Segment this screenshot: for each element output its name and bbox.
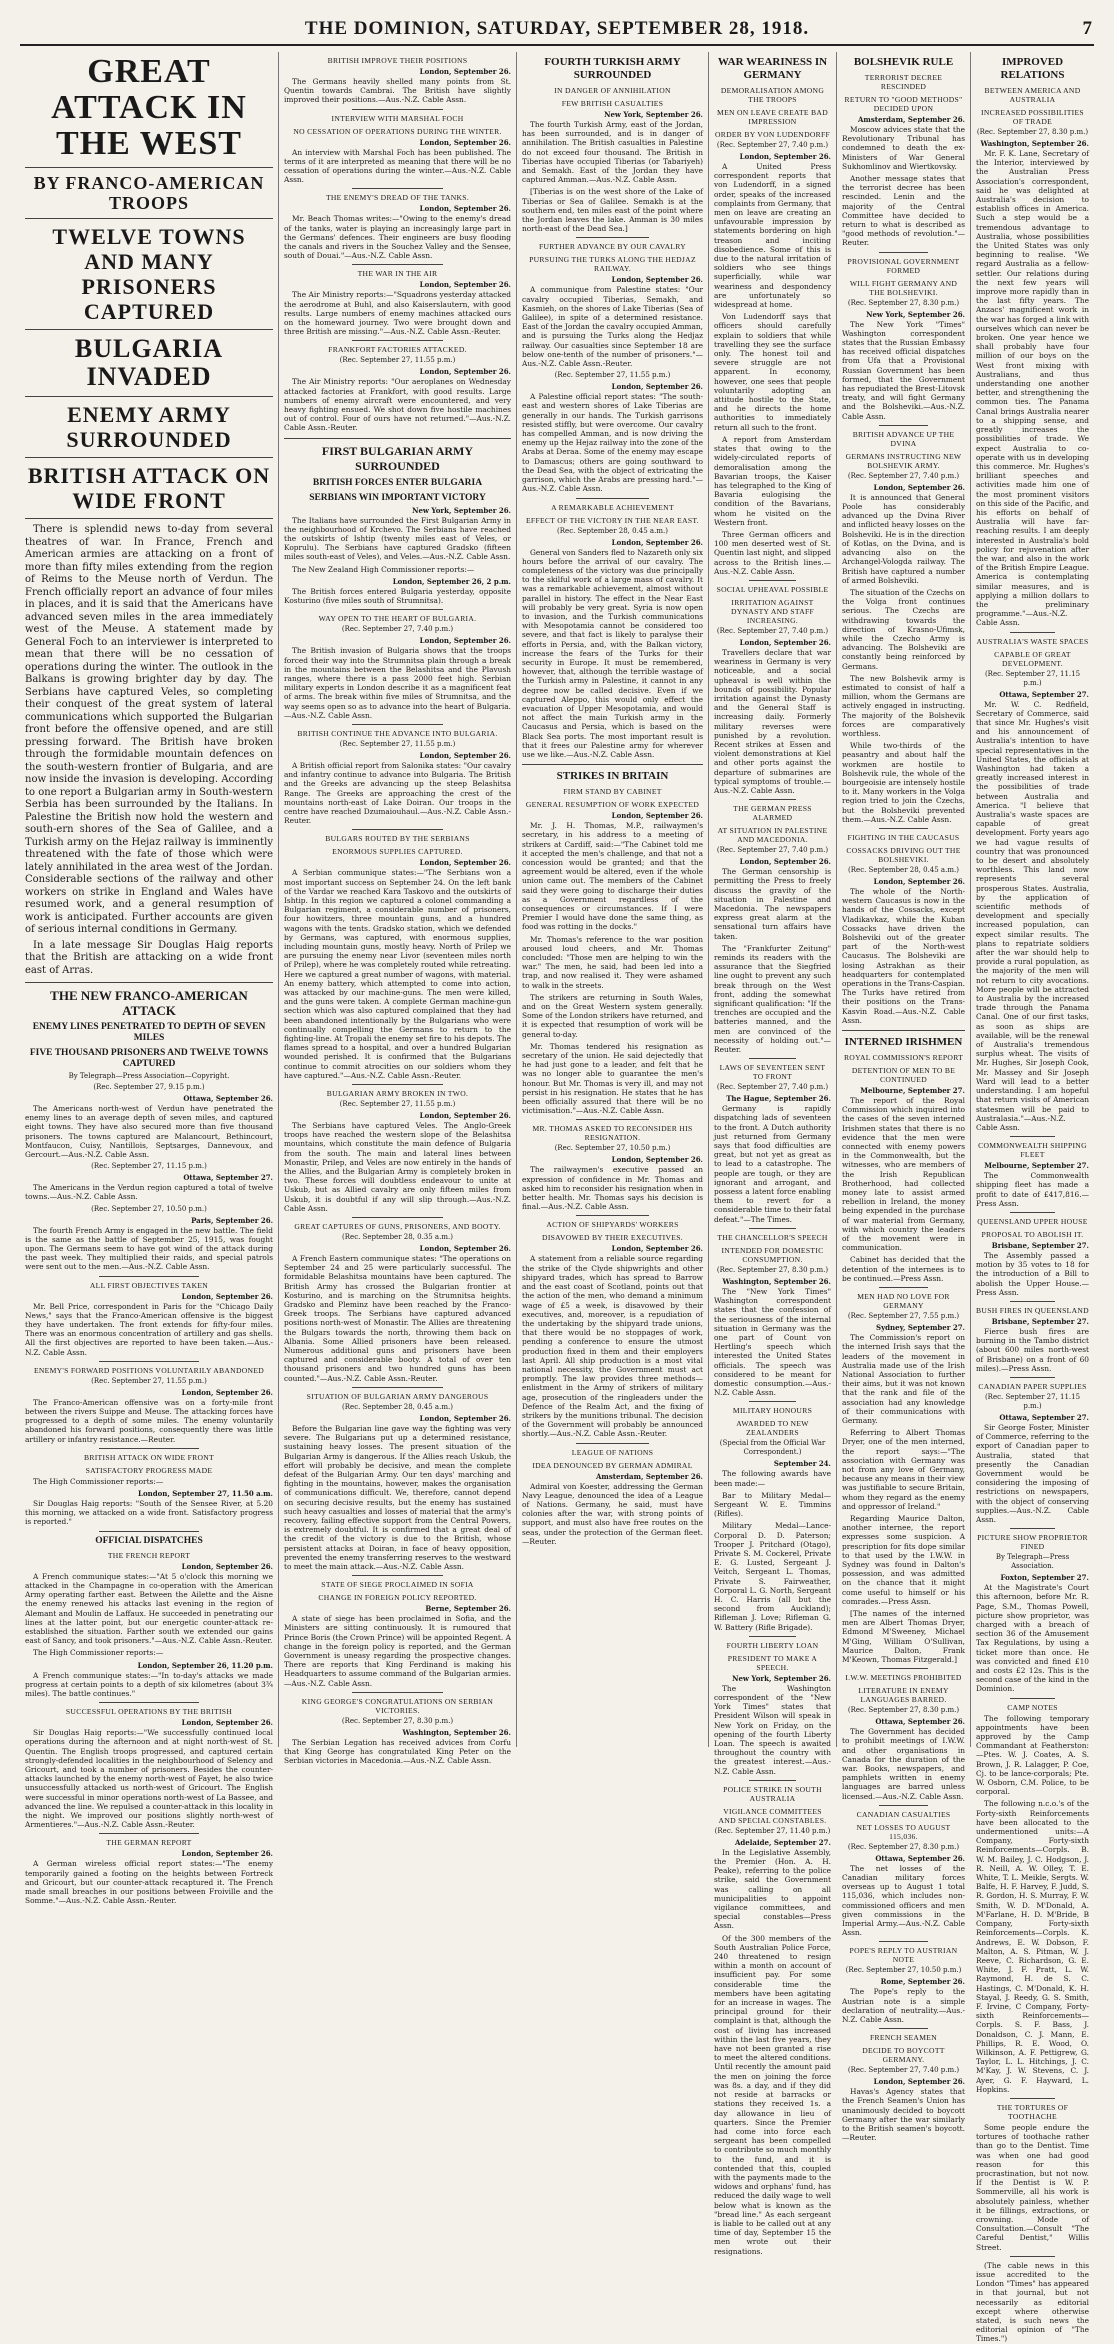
section-subheading: INTENDED FOR DOMESTIC CONSUMPTION.	[721, 1245, 824, 1264]
article-paragraph: The situation of the Czechs on the Volga front continues serious. The Czechs are withdrawing towards the direction of Krasno-Ufimsk, while the Czecho Army is advancing. The Bolsheviki are constantly being reinforced by Germans.	[842, 587, 965, 671]
article-paragraph: Mr. W. C. Redfield, Secretary of Commerce, said that since Mr. Hughes's visit and his announcement of Australia's intention to have special representatives in the United States, the officials at Washington had taken a greatly increased interest in the possibilities of trade between Australia and America. "I believe that Australia's waste spaces are capable of great development. Forty years ago we had vague results of country that was pronounced to be desert and absolutely worthless. This land now represents several prosperous States. Australia, by the application of scientific methods of development and specially increased population, can expect similar results. The plans to repatriate soldiers after the war should help to provide a rural population, as the majority of the men will not return to city avocations. More people will be attracted to Australia by the increased trade through the Panama Canal. One of our first tasks, as soon as ships are available, will be the renewal of Australia's tremendous surplus wheat. The visits of Mr. Hughes, Sir Joseph Cook, Mr. Massey and Sir Joseph Ward will lead to a better understanding. I am hopeful that return visits of American statesmen will be paid to Australasia."—Aus.-N.Z. Cable Assn.	[976, 699, 1089, 1132]
dateline: Washington, September 26.	[402, 1727, 511, 1737]
received-time: (Rec. September 27, 8.30 p.m.)	[341, 1716, 454, 1725]
dateline: London, September 26.	[419, 1413, 511, 1423]
article-paragraph: The Washington correspondent of the "New York Times" states that President Wilson will speak in New York on Friday, on the opening of the fourth Liberty Loan. The speech is awaited throughout the country with the greatest interest.—Aus.-N.Z. Cable Assn.	[714, 1683, 831, 1776]
section-heading: THE ENEMY'S DREAD OF THE TANKS.	[325, 193, 470, 203]
dateline: London, September 26.	[611, 537, 703, 547]
received-time: (Rec. September 27, 7.40 p.m.)	[716, 141, 829, 149]
dateline: The Hague, September 26.	[726, 1094, 831, 1104]
section-subheading: FIVE THOUSAND PRISONERS AND TWELVE TOWNS CAPTURED	[29, 1048, 269, 1069]
article-paragraph: Fierce bush fires are burning in the Tambo district (about 600 miles north-west of Brisbane) on a front of 60 miles).—Press Assn.	[976, 1326, 1089, 1373]
article-paragraph: A state of siege has been proclaimed in Sofia, and the Ministers are sitting continuously. It is rumoured that Prince Boris (the Crown Prince) will be appointed Regent. A change in the foreign policy is reported, and the German Government is uneasy regarding the prospective changes. There are reports that King Ferdinand is making his Headquarters to assume command of the Bulgarian armies.—Aus.-N.Z. Cable Assn.	[284, 1614, 511, 1688]
dateline: London, September 26.	[419, 750, 511, 760]
section-subheading: PRESIDENT TO MAKE A SPEECH.	[727, 1653, 818, 1672]
article-paragraph: While two-thirds of the peasantry and about half the workmen are hostile to Bolshevik rule, the whole of the bourgeoisie are intensely hostile to it. Many workers in the Volga region tried to join the Czechs, but the Bolsheviki prevented them.—Aus.-N.Z. Cable Assn.	[842, 741, 965, 824]
article-paragraph: The following awards have been made:—	[714, 1469, 831, 1488]
section-subheading: CHANGE IN FOREIGN POLICY REPORTED.	[318, 1593, 477, 1603]
received-time: (Rec. September 27, 7.40 p.m.)	[847, 471, 960, 480]
article-paragraph: Moscow advices state that the Revolutionary Tribunal has condemned to death the ex-Ministers of War General Sukhomlinov and Wiertkovsky.	[842, 125, 965, 171]
article-paragraph: The report of the Royal Commission which inquired into the cases of the seven interned Irishmen states that there is no evidence that the men were connected with enemy powers in the Commonwealth, but the witnesses, who are members of the Irish Republican Brotherhood, had collected money late to assist armed rebellion in Ireland, the money being expended in the purchase of war material from Germany, with which country the leaders of the movement were in communication.	[842, 1096, 965, 1253]
section-subheading: AWARDED TO NEW ZEALANDERS	[736, 1419, 809, 1438]
section-subheading: RETURN TO "GOOD METHODS" DECIDED UPON	[844, 95, 963, 113]
article-paragraph: The Serbians have captured Veles. The Anglo-Greek troops have reached the western slope of the Belashitsa mountains, which constitute the main defence of Bulgaria from the south. The main and lateral lines between Monastir, Prilep, and Veles are now entirely in the hands of the Allies, and the Bulgarian Army is completely broken in two. These forces will doubtless endeavour to unite at Uskub, but as Allied cavalry are only fifteen miles from Uskub, it is doubtful if any will slip through.—Aus.-N.Z. Cable Assn.	[284, 1121, 511, 1213]
dateline: London, September 26.	[611, 1155, 703, 1165]
section-subheading: MEN ON LEAVE CREATE BAD IMPRESSION	[717, 108, 828, 126]
article-paragraph: The High Commissioner reports:—	[33, 1476, 164, 1486]
section-heading: SITUATION OF BULGARIAN ARMY DANGEROUS	[306, 1391, 489, 1401]
section-subheading: BETWEEN AMERICA AND AUSTRALIA	[984, 86, 1081, 104]
dateline: New York, September 26.	[604, 110, 703, 119]
dateline: New York, September 26.	[732, 1673, 831, 1683]
dateline: Ottawa, September 27.	[183, 1173, 273, 1183]
section-heading: LAWS OF SEVENTEEN SENT TO FRONT	[719, 1063, 826, 1082]
article-paragraph: The following temporary appointments have been approved by the Camp Commandant at Featherston:—Ptes. W. J. Coates, A. S. Brown, J. R. Lalagger, P. Coe, Cj. to be lance-corporals; Pte. W. Osborn, C.M. Police, to be corporal.	[976, 1713, 1089, 1797]
section-heading: FURTHER ADVANCE BY OUR CAVALRY	[538, 242, 687, 252]
article-paragraph: Travellers declare that war weariness in Germany is very noticeable, and a social upheaval is well within the bounds of possibility. Popular irritation against the Dynasty and the General Staff is increasing daily. Formerly military reverses were punished by a revolution. Recent strikes at Essen and violent demonstrations at Kiel and other ports against the departure of submarines are typical symptoms of trouble.—Aus.-N.Z. Cable Assn.	[714, 647, 831, 795]
section-subheading: ENEMY LINES PENETRATED TO DEPTH OF SEVEN MILES	[32, 1022, 266, 1043]
article-paragraph: The new Bolshevik army is estimated to consist of half a million, whom the Germans are actively engaged in instructing. The majority of the Bolshevik forces are comparatively worthless.	[842, 673, 965, 738]
received-time: (Rec. September 27, 7.40 p.m.)	[716, 1083, 829, 1092]
article-paragraph: Sir Douglas Haig reports:—"We successfully continued local operations during the afternoon and at night north-west of St. Quentin. The English troops progressed, and captured certain strongly-defended localities in the neighbourhood of Selency and Gricourt, and took a number of prisoners. Besides the counter-attacks launched by the enemy north-west of Fayet, he also twice unsuccessfully attacked us north-west of Gricourt. The English were successful in minor operations north-west of La Bassee, and advanced the line. We repulsed a counter-attack in this locality in the night. We improved our positions slightly north-west of Armentieres."—Aus.-N.Z. Cable Assn.-Reuter.	[25, 1728, 273, 1830]
dateline: London, September 26.	[611, 811, 703, 821]
section-heading: ENEMY'S FORWARD POSITIONS VOLUNTARILY ABANDONED	[33, 1365, 265, 1375]
article-paragraph: Sir George Foster, Minister of Commerce, referring to the export of Canadian paper to Australia, stated that presently the Canadian Government would be considering the imposing of restrictions on newspapers, with the object of conserving supplies.—Aus.-N.Z. Cable Assn.	[976, 1422, 1089, 1524]
section-subheading: ROYAL COMMISSION'S REPORT	[843, 1053, 964, 1063]
section-subheading: TERRORIST DECREE RESCINDED	[864, 73, 943, 91]
article-paragraph: The Air Ministry reports: "Our aeroplanes on Wednesday attacked factories at Frankfort, with good results. Large numbers of enemy aircraft were encountered, and very heavy fighting ensued. We shot down five hostile machines out of control. Four of ours have not returned."—Aus.-N.Z. Cable Assn.-Reuter.	[284, 377, 511, 433]
section-subheading: CAPABLE OF GREAT DEVELOPMENT.	[994, 649, 1071, 668]
section-heading: PROVISIONAL GOVERNMENT FORMED	[847, 256, 960, 275]
section-heading: SOCIAL UPHEAVAL POSSIBLE	[716, 584, 829, 594]
column-1	[20, 52, 278, 1906]
article-paragraph: Cabinet has decided that the detention of the internees is to be continued.—Press Assn.	[842, 1255, 965, 1283]
received-time: (Rec. September 27, 11.15 p.m.)	[984, 669, 1081, 687]
dateline: London, September 27, 11.50 a.m.	[138, 1489, 273, 1499]
article-paragraph: The Government has decided to prohibit meetings of I.W.W. and other organisations in Canada for the duration of the war. Books, newspapers, and pamphlets written in enemy languages are barred unless licensed.—Aus.-N.Z. Cable Assn.	[842, 1727, 965, 1801]
section-heading: THE TORTURES OF TOOTHACHE	[996, 2102, 1069, 2121]
dateline: London, September 26.	[181, 1849, 273, 1859]
section-heading: BUSH FIRES IN QUEENSLAND	[976, 1305, 1089, 1315]
section-heading: I.W.W. MEETINGS PROHIBITED	[845, 1673, 962, 1683]
article-paragraph: The railwaymen's executive passed an expression of confidence in Mr. Thomas and asked him to reconsider his resignation when in better health. Mr. Thomas says his decision is final.—Aus.-N.Z. Cable Assn.	[522, 1165, 703, 1212]
section-subheading: DECIDE TO BOYCOTT GERMANY.	[862, 2046, 945, 2065]
article-paragraph: The German censorship is permitting the Press to freely discuss the gravity of the situation in Palestine and Macedonia. The newspapers express great alarm at the sensational turn affairs have taken.	[714, 867, 831, 941]
article-paragraph: An interview with Marshal Foch has been published. The terms of it are interpreted as meaning that there will be no cessation of operations during the winter.—Aus.-N.Z. Cable Assn.	[284, 147, 511, 185]
section-subheading: PURSUING THE TURKS ALONG THE HEDJAZ RAILWAY.	[529, 255, 696, 274]
received-time: (Rec. September 27, 8.30 p.m.)	[716, 1265, 829, 1274]
received-time: (Rec. September 28, 0.45 a.m.)	[342, 1402, 453, 1411]
dateline: London, September 26.	[873, 2077, 965, 2087]
section-subheading: THE FRENCH REPORT	[107, 1550, 191, 1560]
section-heading: CANADIAN CASUALTIES	[856, 1809, 951, 1819]
article-paragraph: The "New York Times" Washington correspondent states that the confession of the seriousness of the internal situation in Germany was the one part of Count von Hertling's speech which interested the United States officials. The speech was considered to be meant for domestic consumption.—Aus.-N.Z. Cable Assn.	[714, 1286, 831, 1398]
section-heading: WAR WEARINESS IN GERMANY	[717, 56, 828, 81]
received-time: (Rec. September 27, 7.40 p.m.)	[341, 625, 454, 634]
dateline: London, September 26.	[419, 1111, 511, 1121]
dateline: Paris, September 26.	[191, 1215, 273, 1225]
lead-paragraph: There is splendid news to-day from several theatres of war. In France, French and American armies are attacking on a front of more than fifty miles extending from the region of Reims to the Meuse north of Verdun. The French officially report an advance of four miles in places, and it is said that the Americans have advanced seven miles in the area immediately west of the Meuse. A statement made by General Foch to an interviewer is interpreted to mean that there will be no cessation of operations during the winter. The outlook in the Balkans is growing brighter day by day. The Serbians have captured Veles, so completing their conquest of the great system of lateral communications which supported the Bulgarian front before the offensive opened, and are still pressing forward. The British have broken through the formidable mountain defences on the south-western frontier of Bulgaria, and are now inside the invasion is developing. According to one report a Bulgarian army in South-western Serbia has been surrounded by the Italians. In Palestine the British now hold the western and south-ern shores of the Sea of Galilee, and a Turkish army on the Hejaz railway is imminently threatened with the fate of those which were lately annihilated in the area west of the Jordan. Considerable sections of the railway and other workers on strike in England and Wales have resumed work, and a general resumption of work is anticipated. Further accounts are given of serious internal conditions in Germany.	[25, 524, 273, 935]
received-time: (Rec. September 27, 7.55 p.m.)	[847, 1312, 960, 1321]
article-paragraph: A report from Amsterdam states that owing to the widely-circulated reports of demoralisation among the Bavarian troops, the Kaiser has telegraphed to the King of Bavaria eulogising the condition of the Bavarians, whom he visited on the Western front.	[714, 434, 831, 527]
dateline: London, September 26.	[873, 876, 965, 886]
received-time: (Rec. September 27, 11.55 p.m.)	[339, 356, 456, 365]
received-time: (Rec. September 27, 11.40 p.m.)	[714, 1826, 831, 1835]
section-heading: MEN HAD NO LOVE FOR GERMANY	[857, 1292, 950, 1311]
section-subheading: AT SITUATION IN PALESTINE AND MACEDONIA.	[717, 826, 828, 845]
section-heading: ACTION OF SHIPYARDS' WORKERS	[546, 1220, 679, 1230]
received-time: (Rec. September 27, 8.30 p.m.)	[847, 1706, 960, 1715]
dateline: London, September 26.	[419, 1244, 511, 1254]
article-paragraph: Sir Douglas Haig reports: "South of the Sensee River, at 5.20 this morning, we attacked on a wide front. Satisfactory progress is reported."	[25, 1499, 273, 1527]
section-heading: POPE'S REPLY TO AUSTRIAN NOTE	[849, 1946, 958, 1965]
article-paragraph: [Tiberias is on the west shore of the Lake of Tiberias or Sea of Galilee. Semakh is at the southern end, ten miles east of the point where the Jordan leaves the lake. Amman is 30 miles north-east of the Dead Sea.]	[522, 187, 703, 234]
article-paragraph: The Franco-American offensive was on a forty-mile front between the rivers Suippe and Meuse. The attacking forces have progressed to a depth of some miles. The enemy voluntarily abandoned his forward positions, consequently there was little artillery or infantry resistance.—Reuter.	[25, 1397, 273, 1444]
byline: By Telegraph—Press Association.	[995, 1553, 1070, 1571]
article-paragraph: Mr. Thomas tendered his resignation as secretary of the union. He said dejectedly that he had just gone to a leader, and felt that he was no longer able to guarantee the men's honour. But Mr. Thomas is very ill, and may not persist in his resignation. He states that he has been officially assured that there will be no victimisation."—Aus.-N.Z. Cable Assn.	[522, 1041, 703, 1116]
section-subheading: COSSACKS DRIVING OUT THE BOLSHEVIKI.	[846, 845, 961, 864]
section-heading: SUCCESSFUL OPERATIONS BY THE BRITISH	[65, 1707, 233, 1717]
received-time: (Rec. September 27, 8.30 p.m.)	[976, 128, 1089, 136]
article-paragraph: The Commission's report on the interned Irish says that the leaders of the movement in Australia made use of the Irish National Association to further their aims, but it was not known that the rank and file of the association had any knowledge of their communications with Germany.	[842, 1333, 965, 1425]
section-heading: IMPROVED RELATIONS	[1000, 56, 1065, 81]
bulgaria-headline: FIRST BULGARIAN ARMY SURROUNDED	[321, 443, 474, 473]
article-paragraph: The British invasion of Bulgaria shows that the troops forced their way into the Strumnitsa plain through a break in the mountains between the Belashitsa and the Plavush ranges, where there is a pass 2000 feet high. Serbian military experts in London describe it as a magnificent feat of arms. The break within five miles of Strumnitsa, and the way seems open so as to advance into the heart of Bulgaria.—Aus.-N.Z. Cable Assn.	[284, 646, 511, 720]
article-paragraph: The fourth French Army is engaged in the new battle. The field is the same as the battle of September 25, 1915, was fought upon. The Germans seem to have got wind of the attack during the past week. They multiplied their raids, and special patrols were sent out to the men.—Aus.-N.Z. Cable Assn.	[25, 1225, 273, 1272]
received-time: (Rec. September 27, 10.50 p.m.)	[845, 1966, 962, 1975]
section-heading: BOLSHEVIK RULE	[853, 56, 954, 68]
section-heading: CAMP NOTES	[1007, 1702, 1058, 1712]
dateline: Berne, September 26.	[425, 1604, 511, 1614]
article-paragraph: The net losses of the Canadian military forces overseas up to August 1 total 115,036, which includes non-commissioned officers and men given commissions in the Imperial Army.—Aus.-N.Z. Cable Assn.	[842, 1863, 965, 1938]
dateline: London, September 26.	[739, 857, 831, 867]
main-headline: GREAT ATTACK IN THE WEST	[51, 53, 247, 162]
received-time: (Rec. September 27, 9.15 p.m.)	[93, 1083, 205, 1091]
article-paragraph: The British forces entered Bulgaria yesterday, opposite Kosturino (five miles south of Strumnitsa).	[284, 586, 511, 606]
section-heading: KING GEORGE'S CONGRATULATIONS ON SERBIAN VICTORIES.	[301, 1696, 494, 1715]
section-heading: AUSTRALIA'S WASTE SPACES	[976, 636, 1089, 646]
article-paragraph: A United Press correspondent reports that von Ludendorff, in a signed order, speaks of the increased complaints from Germany, that men on leave are creating an unfavourable impression by statements bordering on high treason and inciting disobedience. Some of this is due to the natural irritation of soldiers who see things superficially, while war weariness and despondency are unfortunately so widespread at home.	[714, 162, 831, 310]
section-heading: THE GERMAN PRESS ALARMED	[733, 804, 812, 823]
page-number: 7	[1082, 18, 1092, 39]
article-paragraph: Before the Bulgarian line gave way the fighting was very severe. The Bulgarians put up a determined resistance, sustaining heavy losses. The present situation of the Bulgarian Army is dangerous. If the Allies reach Uskub, the effort will probably be decisive, and mean the complete defeat of the Bulgarian Army. Our ten days' marching and fighting in the mountains, however, makes the organisation of communications difficult. We, therefore, cannot depend on securing decisive results, but the enemy has sustained such heavy casualties and losses of material that the army's recovery, failing effective support from the Central Powers, is extremely doubtful. It is confirmed that a great deal of the credit of the victory is due to the British, whose persistent attacks at Doiran, in face of heavy opposition, prevented the enemy transferring reserves to the westward to meet the main attack.—Aus.-N.Z. Cable Assn.	[284, 1423, 511, 1571]
article-paragraph: Military Medal—Lance-Corporal D. D. Paterson; Trooper J. Pritchard (Otago), Private S. M. Cockerel, Private E. G. Lusted, Sergeant J. Veitch, Sergeant L. Thomas, Private S. Fairweather, Corporal L. G. North, Sergeant H. C. Harris (all but the second from Auckland); Rifleman J. Love; Rifleman G. W. Battery (Rifle Brigade).	[714, 1521, 831, 1632]
section-subheading: DEMORALISATION AMONG THE TROOPS	[720, 86, 825, 104]
dateline: London, September 26.	[873, 482, 965, 492]
dateline: London, September 26.	[611, 1244, 703, 1254]
article-paragraph: Mr. Beach Thomas writes:—"Owing to the enemy's dread of the tanks, water is playing an increasingly large part in the Germans' defences. Their engineers are busy flooding the canals and rivers in the Souchez Valley and the Sensee, south of Douai."—Aus.-N.Z. Cable Assn.	[284, 214, 511, 261]
lead-paragraph: In a late message Sir Douglas Haig reports that the British are attacking on a wide front east of Arras.	[25, 939, 273, 976]
section-subheading: FIRM STAND BY CABINET	[563, 787, 662, 797]
article-paragraph: Germany is rapidly dispatching lads of seventeen to the front. A Dutch authority just returned from Germany says that food difficulties are great, but not yet as great as to lead to a catastrophe. The people are tough, or they are ignorant and arrogant, and possess a latent force enabling them to revert for a considerable time to their fatal defeat."—The Times.	[714, 1104, 831, 1224]
section-subheading: WILL FIGHT GERMANY AND THE BOLSHEVIKI.	[849, 278, 958, 297]
section-heading: BRITISH CONTINUE THE ADVANCE INTO BULGARIA.	[297, 728, 498, 738]
article-paragraph: The Commonwealth shipping fleet has made a profit to date of £417,816.—Press Assn.	[976, 1171, 1089, 1208]
article-paragraph: A French communique states:—"At 5 o'clock this morning we attacked in the Champagne in co-operation with the American Army operating farther east. Between the Ailette and the Aisne the enemy renewed his attacks last evening in the region of Alemant and Moulin de Laffaux. He succeeded in penetrating our lines at the latter point, but our energetic counter-attack re-established the situation. Farther south we extended our gains east of Sancy, and took prisoners."—Aus.-N.Z. Cable Assn.-Reuter.	[25, 1571, 273, 1646]
column-2	[278, 52, 516, 1766]
article-paragraph: In the Legislative Assembly, the Premier (Hon. A. H. Peake), referring to the police strike, said the Government was calling on all municipalities to appoint vigilance committees, and special constables—Press Assn.	[714, 1847, 831, 1931]
dateline: London, September 26.	[181, 1718, 273, 1728]
article-paragraph: A French communique states:—"In to-day's attacks we made progress at certain points to a depth of six kilometres (about 3¾ miles). The battle continues."	[25, 1670, 273, 1698]
section-heading: LEAGUE OF NATIONS	[571, 1447, 654, 1457]
section-subheading: ORDER BY VON LUDENDORFF	[714, 130, 831, 139]
bulgaria-subheadline: SERBIANS WIN IMPORTANT VICTORY	[309, 492, 486, 503]
column-6	[970, 52, 1094, 2344]
headline-twelve-towns: TWELVE TOWNS AND MANY PRISONERS CAPTURED	[52, 224, 246, 324]
article-paragraph: Mr. F. K. Lane, Secretary of the Interior, interviewed by the Australian Press Association's correspondent, said he was delighted at Australia's decision to establish offices in America. Such a step would be a tremendous advantage to Australia, whose possibilities the United States was only beginning to realise. "We regard Australia as a fellow-settler. Our relations during the next few years will improve more rapidly than in the last fifty years. The Anzacs' magnificent work in the war has forged a link with ourselves which can never be broken. One year hence we shall probably have four million of our boys on the West front mixing with Australians, and thus understanding one another better, and strengthening the common ties. The Panama Canal brings Australia nearer to a shipping sense, and greatly increases the possibilities of trade. We expect Australia to co-operate with us in developing this commerce. Mr. Hughes's brilliant speeches and activities made him one of the most prominent visitors on this side of the Pacific, and his efforts on behalf of Australia will have far-reaching results. I am deeply interested in Australia's bold policy for rejuvenation after the war, and also in the work of the British Empire League. America is contemplating similar measures, and is applying a million dollars to the preliminary programme."—Aus.-N.Z. Cable Assn.	[976, 149, 1089, 628]
editorial-note: (The cable news in this issue accredited to the London "Times" has appeared in that journal, but not necessarily as editorial except where otherwise stated, is such news the editorial opinion of "The Times.")	[976, 2260, 1089, 2344]
article-paragraph: A German wireless official report states:—"The enemy temporarily gained a footing on the heights between Fortreck and Gricourt, but our counter-attack recaptured it. The French made small breaches in our positions between Froiville and the Somme."—Aus.-N.Z. Cable Assn.-Reuter.	[25, 1859, 273, 1906]
article-paragraph: The "Frankfurter Zeitung" reminds its readers with the assurance that the Siegfried line ought to prevent any such break through on the West front, adding the somewhat significant qualification: "If the trenches are occupied and the batteries manned, and the men are convinced of the necessity of holding out."—Reuter.	[714, 943, 831, 1055]
column-3	[516, 52, 708, 1747]
article-paragraph: A British official report from Salonika states: "Our cavalry and infantry continue to advance into Bulgaria. The British and the Greeks are advancing up the steep Belashitsa Range. The Greeks are approaching the crest of the mountains north-east of Lake Doiran. Our troops in the centre have reached Dzumaiouhaul.—Aus.-N.Z. Cable Assn.-Reuter.	[284, 760, 511, 826]
dateline: Washington, September 26.	[980, 139, 1089, 148]
section-heading: THE WAR IN THE AIR	[357, 269, 438, 279]
received-time: (Rec. September 27, 7.40 p.m.)	[847, 2066, 960, 2075]
dateline: London, September 26, 11.20 p.m.	[137, 1660, 273, 1670]
article-paragraph: Mr. J. H. Thomas, M.P., railwaymen's secretary, in his address to a meeting of strikers at Cardiff, said:—"The Cabinet told me it accepted the men's challenge, and that not a concession would be granted; and that the agreement would be altered, even if the whole union came out. The members of the Cabinet said they were going to discharge their duties as a Government regardless of the consequences or circumstances. If I were Premier I would have done the same thing, as food was rotting in the docks."	[522, 821, 703, 932]
article-paragraph: The New York "Times" Washington correspondent states that the Russian Embassy has received official dispatches from Ufa that a Provisional Russian Government has been formed, that the Government has repudiated the Brest-Litovsk treaty, and will fight Germany and the Bolsheviki.—Aus.-N.Z. Cable Assn.	[842, 319, 965, 421]
dateline: Ottawa, September 26.	[875, 1853, 965, 1863]
dateline: Adelaide, September 27.	[734, 1837, 831, 1847]
section-subheading: DETENTION OF MEN TO BE CONTINUED	[851, 1066, 956, 1085]
dateline: London, September 26.	[419, 858, 511, 868]
dateline: Foxton, September 27.	[1000, 1573, 1089, 1583]
article-paragraph: The New Zealand High Commissioner reports:—	[292, 564, 475, 574]
dateline: Brisbane, September 27.	[991, 1316, 1089, 1326]
dateline: Melbourne, September 27.	[860, 1086, 965, 1096]
section-subheading: DISAVOWED BY THEIR EXECUTIVES.	[542, 1233, 683, 1243]
dateline: London, September 26.	[739, 637, 831, 647]
section-subheading: GENERAL RESUMPTION OF WORK EXPECTED	[525, 800, 700, 810]
section-subheading: PROPOSAL TO ABOLISH IT.	[981, 1229, 1084, 1239]
section-heading: GREAT CAPTURES OF GUNS, PRISONERS, AND BOOTY.	[294, 1222, 501, 1232]
article-paragraph: The whole of the North-western Caucasus is now in the hands of the Cossacks, except Vladikavkaz, while the Kuban Cossacks have driven the Bolsheviki out of the greater part of the North-west Caucasus. The Bolsheviki are losing Astrakhan as their headquarters for contemplated operations in the Trans-Caspian. The Turks have retired from their positions on the Trans-Kasvin Road.—Aus.-N.Z. Cable Assn.	[842, 886, 965, 1025]
byline: By Telegraph—Press Association—Copyright.	[68, 1072, 230, 1080]
article-paragraph: The Assembly passed a motion by 35 votes to 18 for the introduction of a Bill to abolish the Upper House.—Press Assn.	[976, 1250, 1089, 1297]
dateline: London, September 26.	[419, 67, 511, 76]
section-subheading: INCREASED POSSIBILITIES OF TRADE	[981, 108, 1084, 126]
article-paragraph: The Serbian Legation has received advices from Corfu that King George has congratulated King Peter on the Serbian victories in Macedonia.—Aus.-N.Z. Cable Assn.	[284, 1737, 511, 1766]
received-time: (Rec. September 27, 11.15 p.m.)	[984, 1392, 1081, 1410]
article-paragraph: The Air Ministry reports:—"Squadrons yesterday attacked the aerodrome at Buhl, and also Kaiserslautern, with good results. Large numbers of enemy machines attacked ours on the homeward journey. Two were brought down and three British are missing."—Aus.-N.Z. Cable Assn.-Reuter.	[284, 290, 511, 337]
article-paragraph: It is announced that General Poole has considerably advanced up the Dvina River and inflicted heavy losses on the Bolsheviki. He is in the direction of Kotlas, on the Dvina, and is advancing also on the Archangel-Vologda railway. The British have captured a number of armed Bolsheviki.	[842, 492, 965, 585]
section-heading: MILITARY HONOURS	[732, 1406, 813, 1416]
section-subheading: GERMANS INSTRUCTING NEW BOLSHEVIK ARMY.	[845, 451, 962, 470]
received-time: (Rec. September 27, 8.30 p.m.)	[847, 298, 960, 307]
section-subheading: SATISFACTORY PROGRESS MADE	[85, 1465, 213, 1475]
section-heading: COMMONWEALTH SHIPPING FLEET	[978, 1141, 1087, 1160]
columns	[20, 52, 1094, 2344]
dateline: September 24.	[773, 1459, 831, 1469]
dateline: Ottawa, September 27.	[999, 689, 1089, 699]
article-paragraph: The Germans heavily shelled many points from St. Quentin towards Cambrai. The British have slightly improved their positions.—Aus.-N.Z. Cable Assn.	[284, 77, 511, 105]
article-paragraph: A communique from Palestine states: "Our cavalry occupied Tiberias, Semakh, and Kasmieh, on the shores of Lake Tiberias (Sea of Galilee), in spite of a determined resistance. East of the Jordan the cavalry occupied Amman, and is pursuing the Turks along the Hedjaz railway. Our casualties since September 18 are below one-tenth of the number of prisoners."—Aus.-N.Z. Cable Assn.-Reuter.	[522, 285, 703, 369]
article-paragraph: Another message states that the terrorist decree has been rescinded. Lenin and the majority of the Central Committee have decided to return to what is described as "good methods of revolution."—Reuter.	[842, 174, 965, 248]
masthead-title: THE DOMINION, SATURDAY, SEPTEMBER 28, 1918.	[304, 18, 810, 39]
dateline: London, September 26.	[739, 152, 831, 161]
section-subheading: NET LOSSES TO AUGUST 115,036.	[856, 1822, 951, 1841]
dateline: London, September 26.	[611, 382, 703, 392]
section-heading: ALL FIRST OBJECTIVES TAKEN	[89, 1280, 209, 1290]
article-paragraph: General von Sanders fled to Nazareth only six hours before the arrival of our cavalry. The completeness of the victory was due principally to the skilful work of a large mass of cavalry. It was a remarkable achievement, almost without parallel in history. The effect in the Near East will probably be very great. Syria is now open to invasion, and the Turkish communications with Mesopotamia cannot be considered too severe, and that fact is likely to paralyse their efforts in Persia, and, with the Balkan victory, increase the fears of the Turks for their security in Europe. It must be remembered, however, that, although the terrible wastage of the Turkish army in Palestine, it cannot in any degree now be called decisive. Even if we captured Aleppo, this would only effect the evacuation of Upper Mesopotamia, and would not affect the main Turkish army in the Caucasus and Persia, which is based on the Black Sea ports. The most important result is that it frees our Palestine army for wherever use we like.—Aus.-N.Z. Cable Assn.	[522, 547, 703, 759]
section-heading: BULGARS ROUTED BY THE SERBIANS	[325, 834, 470, 844]
received-time: (Rec. September 27, 11.15 p.m.)	[91, 1162, 207, 1171]
received-time: (Rec. September 28, 0.35 a.m.)	[342, 1233, 453, 1242]
article-paragraph: Three German officers and 100 men deserted west of St. Quentin last night, and slipped across to the British lines.—Aus.-N.Z. Cable Assn.	[714, 529, 831, 576]
article-paragraph: Von Ludendorff says that officers should carefully explain to soldiers that while travelling they see the surface only. The honest toil and severe struggle are not apparent. In economy, however, one sees that people voluntarily adopting an attitude hostile to the State, and he directs the home authorities to immediately return all such to the front.	[714, 312, 831, 432]
bulgaria-subheadline: BRITISH FORCES ENTER BULGARIA	[312, 477, 483, 488]
dateline: London, September 26.	[419, 137, 511, 147]
article-paragraph: At the Magistrate's Court this afternoon, before Mr. R. Page, S.M., Thomas Powell, picture show proprietor, was charged with a breach of section 36 of the Amusement Tax Regulations, by using a ticket more than once. He was convicted and fined £10 and costs £2 12s. This is the second case of the kind in the Dominion.	[976, 1583, 1089, 1694]
article-paragraph: Regarding Maurice Dalton, another internee, the report expresses some suspicion. A prescription for fits dope similar to that used by the I.W.W. in Sydney was found in Dalton's possession, and was admitted on the chance that it might come useful to himself or his comrades.—Press Assn.	[842, 1513, 965, 1606]
dateline: Ottawa, September 26.	[183, 1094, 273, 1103]
section-subheading: VIGILANCE COMMITTEES AND SPECIAL CONSTABLES.	[718, 1806, 827, 1825]
headline-bulgaria-invaded: BULGARIA INVADED	[74, 334, 224, 391]
section-heading: BULGARIAN ARMY BROKEN IN TWO.	[326, 1089, 469, 1099]
dateline: Ottawa, September 26.	[875, 1717, 965, 1727]
section-heading: QUEENSLAND UPPER HOUSE	[977, 1216, 1088, 1226]
section-heading: STATE OF SIEGE PROCLAIMED IN SOFIA	[321, 1580, 474, 1590]
received-time: (Rec. September 27, 10.50 p.m.)	[554, 1144, 671, 1153]
received-time: (Rec. September 27, 7.40 p.m.)	[716, 846, 829, 855]
section-heading: STRIKES IN BRITAIN	[556, 770, 669, 783]
article-paragraph: The Americans in the Verdun region captured a total of twelve towns.—Aus.-N.Z. Cable Assn.	[25, 1183, 273, 1202]
section-heading: THE GERMAN REPORT	[106, 1838, 192, 1848]
section-subheading: NO CESSATION OF OPERATIONS DURING THE WINTER.	[293, 126, 502, 136]
received-time: (Rec. September 27, 11.55 p.m.)	[91, 1376, 207, 1385]
subheadline: BY FRANCO-AMERICAN TROOPS	[33, 173, 265, 213]
section-heading: A REMARKABLE ACHIEVEMENT	[551, 502, 674, 512]
byline: (Special from the Official War Correspondent.)	[719, 1439, 826, 1457]
dateline: New York, September 26.	[866, 309, 965, 319]
section-heading: CANADIAN PAPER SUPPLIES	[978, 1381, 1087, 1391]
article-paragraph: The Italians have surrounded the First Bulgarian Army in the neighbourhood of Krchevo. The Serbians have reached the outskirts of Ishtip (twenty miles east of Veles, or Koprulu). The Serbians have captured Gradsko (fifteen miles south-east of Veles), and Veles.—Aus.-N.Z. Cable Assn.	[284, 515, 511, 562]
section-subheading: IDEA DENOUNCED BY GERMAN ADMIRAL	[532, 1460, 693, 1470]
section-heading: FOURTH LIBERTY LOAN	[726, 1640, 819, 1650]
article-paragraph: The following n.c.o.'s of the Forty-sixth Reinforcements have been allocated to the undermentioned units:—A Company, Forty-sixth Reinforcements—Corpls. B. W. M. Bailey, J. C. Hodgson, J. R. Neill, A. W. Olley, T. E. White, T. L. Meikle, Sergts. W. Balfe, H. F. Harvey, F. Judd, S. R. Gordon, H. S. Murray, F. W. Smith, W. D. M'Donald, A. M'Farlane, H. D. M'Bride, B Company, Forty-sixth Reinforcements—Corpls. K. Andrews, E. W. Dobson, F. Malton, A. S. Pitman, W. J. Reeve, C. Richardson, G. E. White, J. F. Pratt, L. W. Raymond, H. de S. C. Hastings, C. M'Donald, K. H. Stayal, J. Reedy, G. S. Smith, F. Irvine, C Company, Forty-sixth Reinforcements—Corpls. S. F. Bass, J. Donaldson, C. J. Mann, E. Phillips, R. E. Wood, O. Wilkinson, A. F. Pettigrew, G. Taylor, L. L. Hitchings, J. C. M'Kay, J. W. Stevens, C. J. Ayer, G. F. Hayward, L. Hopkins.	[976, 1799, 1089, 2094]
section-heading: MR. THOMAS ASKED TO RECONSIDER HIS RESIGNATION.	[532, 1124, 693, 1143]
article-paragraph: Mr. Bell Price, correspondent in Paris for the "Chicago Daily News," says that the Franco-American offensive is the biggest they have undertaken. The front extends for fifty-four miles. There was an enormous concentration of artillery and gas shells. All the first objectives are reported to have been taken.—Aus.-N.Z. Cable Assn.	[25, 1301, 273, 1357]
received-time: (Rec. September 27, 11.55 p.m.)	[339, 1100, 456, 1109]
section-heading: THE CHANCELLOR'S SPEECH	[717, 1232, 828, 1242]
received-time: (Rec. September 27, 8.30 p.m.)	[847, 1842, 960, 1851]
article-paragraph: Referring to Albert Thomas Dryer, one of the men interned, the report says:—"The association with Germany was not from any love of Germany, because any means in their view was justifiable to secure Britain, whom they regard as the enemy and oppressor of Ireland."	[842, 1428, 965, 1511]
article-paragraph: Mr. Thomas's reference to the war position aroused loud cheers, and Mr. Thomas concluded: "Those men are helping to win the war." The men, he said, had been led into a trap, and now realised it. They were ashamed to walk in the streets.	[522, 934, 703, 990]
dateline: Sydney, September 27.	[876, 1323, 965, 1333]
advertisement-text: Some people endure the tortures of toothache rather than go to the Dentist. Time was when one had good reason for this procrastination, but not now. If the Dentist is W. P. Sommerville, all his work is absolutely painless, whether it be fillings, extractions, or crowning. Mode of Consultation.—Consult "The Careful Dentist," Willis Street.	[976, 2122, 1089, 2252]
section-subheading: ENORMOUS SUPPLIES CAPTURED.	[332, 847, 463, 857]
section-heading: INTERVIEW WITH MARSHAL FOCH	[331, 113, 464, 123]
section-heading: OFFICIAL DISPATCHES	[95, 1535, 203, 1546]
dateline: Melbourne, September 27.	[984, 1161, 1089, 1171]
masthead	[20, 18, 1094, 46]
article-paragraph: A Palestine official report states: "The south-east and western shores of Lake Tiberias are generally in our hands. The Turkish garrisons resisted stiffly, but were overcome. Our cavalry has compelled Amman, and is now driving the enemy up the Hejaz railway into the zone of the Arabs at Deraa. Some of the enemy may escape to Damascus; others are going southward to the Dead Sea, with the object of extricating the garrison, which the Arabs are pressing hard."—Aus.-N.Z. Cable Assn.	[522, 392, 703, 494]
section-heading: POLICE STRIKE IN SOUTH AUSTRALIA	[723, 1784, 822, 1803]
dateline: London, September 26.	[419, 204, 511, 214]
section-heading: BRITISH ADVANCE UP THE DVINA	[852, 429, 955, 448]
received-time: (Rec. September 27, 7.40 p.m.)	[716, 626, 829, 635]
section-heading: FIGHTING IN THE CAUCASUS	[847, 832, 960, 842]
section-heading: FRANKFORT FACTORIES ATTACKED.	[328, 345, 467, 355]
dateline: London, September 26.	[611, 275, 703, 285]
article-paragraph: Admiral von Koester, addressing the German Navy League, denounced the idea of a League of Nations. Germany, he said, must have colonies after the war, with strong points of support, and must also have free routes on the seas, under the protection of the German fleet.—Reuter.	[522, 1481, 703, 1546]
dateline: Washington, September 26.	[722, 1276, 831, 1286]
article-paragraph: Bar to Military Medal—Sergeant W. E. Timmins (Rifles).	[714, 1490, 831, 1519]
received-time: (Rec. September 28, 0.45 a.m.)	[557, 526, 668, 535]
dateline: Rome, September 26.	[880, 1977, 965, 1987]
article-paragraph: [The names of the interned men are Albert Thomas Dryer, Edmond M'Sweeney, Michael M'Ging, William O'Sullivan, Maurice Dalton, Frank M'Keown, Thomas Fitzgerald.]	[842, 1608, 965, 1664]
section-subheading: FEW BRITISH CASUALTIES	[561, 99, 664, 108]
dateline: London, September 26.	[419, 280, 511, 290]
dateline: London, September 26, 2 p.m.	[392, 576, 511, 586]
section-subheading: LITERATURE IN ENEMY LANGUAGES BARRED.	[858, 1686, 949, 1705]
article-paragraph: The Americans north-west of Verdun have penetrated the enemy lines to an average depth of seven miles, and captured eight towns. They have also secured more than five thousand prisoners. The towns captured are Malancourt, Bethincourt, Montfaucon, Cuisy, Nantillois, Septsarges, Dannevoux, and Gercourt.—Aus.-N.Z. Cable Assn.	[25, 1104, 273, 1160]
dateline: London, September 26.	[419, 636, 511, 646]
dateline: London, September 26.	[181, 1387, 273, 1397]
dateline: Ottawa, September 27.	[999, 1412, 1089, 1422]
dateline: London, September 26.	[419, 367, 511, 377]
section-subheading: IN DANGER OF ANNIHILATION	[554, 86, 671, 95]
article-paragraph: A Serbian communique states:—"The Serbians won a most important success on September 24. On the left bank of the Vardar we reached Kara Taskovo and the outskirts of Ishtip. In this region we captured a colonel commanding a Bulgarian regiment, a considerable number of prisoners, four howitzers, three mountain guns, and a hundred wagons with the tents. Gradsko station, which we defended by Germans, was captured, with enormous supplies, including mountain guns, mostly heavy. North of Prilep we are pursuing the enemy near Livor (seventeen miles north of Prilep), where he was completely routed while retreating. Here we captured a great number of wagons, with material. An enemy battery, which attempted to come into action, was attacked by our machine-guns. The men were killed, and the guns were taken. A complete German machine-gun section which was also captured complained that they had been abandoned intentionally by the Bulgarians who were continually compelling the Germans to return to the fighting-line. At Tropali the enemy set fire to his depots. The flames spread to a hospital, and over a hundred Bulgarian wounded perished. It is confirmed that the Bulgarians continue to commit atrocities on our soldiers whom they have captured."—Aus.-N.Z. Cable Assn.-Reuter.	[284, 868, 511, 1080]
dateline: Amsterdam, September 26.	[595, 1471, 703, 1481]
article-paragraph: A statement from a reliable source regarding the strike of the Clyde shipwrights and other shipyard trades, which has spread to Barrow and the east coast of Scotland, points out that the action of the men, who demand a minimum wage of £5 a week, is disavowed by their executives, and, moreover, is a repudiation of the undertaking by the shipyard trade unions, that there would be no stoppages of work, pending a conference to ensure the utmost production fixed in them and their employers last April. All ship production is a most vital national necessity, the Government must act promptly. The law provides three methods—enlistment in the Army of strikers of military age, prosecution of the ringleaders under the Defence of the Realm Act, and the fixing of strikers by the munitions tribunal. The decision of the Government will probably be announced shortly.—Aus.-N.Z. Cable Assn.-Reuter.	[522, 1254, 703, 1439]
column-4	[708, 52, 836, 2256]
received-time: (Rec. September 27, 11.55 p.m.)	[339, 739, 456, 748]
section-heading: FRENCH SEAMEN	[870, 2033, 937, 2043]
section-heading: BRITISH ATTACK ON WIDE FRONT	[84, 1452, 214, 1462]
section-subheading: EFFECT OF THE VICTORY IN THE NEAR EAST.	[525, 515, 699, 525]
section-heading: FOURTH TURKISH ARMY SURROUNDED	[544, 56, 681, 81]
section-heading: THE NEW FRANCO-AMERICAN ATTACK	[50, 988, 248, 1018]
headline-british-attack: BRITISH ATTACK ON WIDE FRONT	[27, 463, 271, 513]
article-paragraph: The High Commissioner reports:—	[33, 1648, 164, 1658]
section-heading: WAY OPEN TO THE HEART OF BULGARIA.	[318, 614, 477, 624]
article-paragraph: Havas's Agency states that the French Seamen's Union has unanimously decided to boycott Germany after the war similarly to the British seamen's boycott.—Reuter.	[842, 2087, 965, 2143]
article-paragraph: Of the 300 members of the South Australian Police Force, 240 threatened to resign within a month on account of insufficient pay. For some considerable time the members have been agitating for an increase in wages. The principal ground for their complaint is that, although the cost of living has increased within the last five years, they have not been granted a rise to meet the altered conditions. Until recently the amount paid the men on joining the force was 8s. a day, and if they did not reside at barracks or stations they received 1s. a day allowance in lieu of quarters. Since the Premier had come into force each sergeant has been compelled to contribute so much monthly to the fund, and it is contended that this, coupled with the payments made to the widows and orphans' fund, has reduced the daily wage to well below what is known as the "bread line." As each sergeant is liable to be called out at any time of day, September 15 the men wrote out their resignations.	[714, 1933, 831, 2256]
headline-enemy-army: ENEMY ARMY SURROUNDED	[66, 402, 232, 452]
section-heading: BRITISH IMPROVE THEIR POSITIONS	[327, 56, 468, 65]
article-paragraph: The Pope's reply to the Austrian note is a simple declaration of neutrality.—Aus.-N.Z. Cable Assn.	[842, 1987, 965, 2025]
received-time: (Rec. September 28, 0.45 a.m.)	[848, 865, 959, 874]
dateline: London, September 26.	[181, 1291, 273, 1301]
dateline: Brisbane, September 27.	[991, 1240, 1089, 1250]
article-paragraph: The fourth Turkish Army, east of the Jordan, has been surrounded, and is in danger of annihilation. The British casualties in Palestine do not exceed four thousand. The British in Tiberias have occupied Tiberias (or Tabariyeh) and Semakh. East of the Jordan they have captured Amman.—Aus.-N.Z. Cable Assn.	[522, 120, 703, 185]
received-time: (Rec. September 27, 10.50 p.m.)	[91, 1204, 207, 1213]
dateline: London, September 26.	[181, 1561, 273, 1571]
dateline: Amsterdam, September 26.	[857, 115, 965, 124]
section-subheading: IRRITATION AGAINST DYNASTY AND STAFF INCREASING.	[730, 597, 815, 625]
article-paragraph: A French Eastern communique states: "The operations on September 24 and 25 were particularly successful. The formidable Belashitsa mountains have been captured. The British Army has crossed the Bulgarian frontier at Kosturino, and is marching on the Strumnitsa heights. Gradsko and Pleminz have been reached by the Franco-Greek troops. The Serbians have captured advanced positions north-west of Monastir. The Allies are threatening the Bulgars towards the north, throwing them back on Albania. Some Allied prisoners have been released. Numerous additional guns and prisoners have been captured and considerable booty. A total of over ten thousand prisoners and two hundred guns has been counted."—Aus.-N.Z. Cable Assn.-Reuter.	[284, 1254, 511, 1383]
section-heading: INTERNED IRISHMEN	[844, 1036, 963, 1049]
dateline: New York, September 26.	[412, 505, 511, 515]
article-paragraph: The strikers are returning in South Wales, and on the Great Western system generally. Some of the London strikers have returned, and it is expected that resumption of work will be general to-day.	[522, 992, 703, 1039]
column-5	[836, 52, 970, 2143]
section-heading: PICTURE SHOW PROPRIETOR FINED	[977, 1533, 1088, 1552]
received-time: (Rec. September 27, 11.55 p.m.)	[554, 371, 671, 380]
